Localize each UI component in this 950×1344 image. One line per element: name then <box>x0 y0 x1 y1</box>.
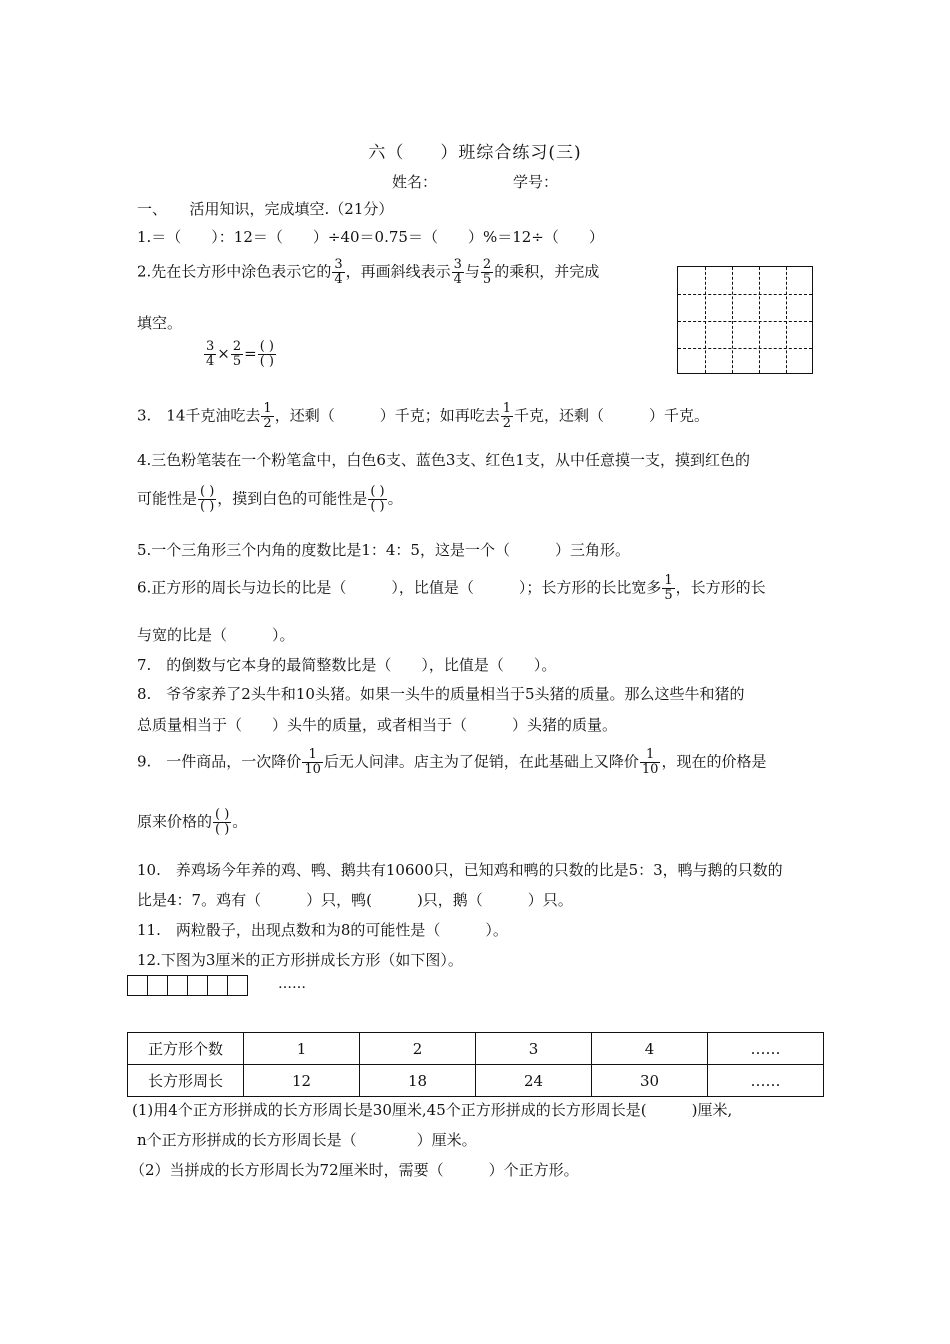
question-11: 11. 两粒骰子，出现点数和为8的可能性是（ ）。 <box>137 921 508 939</box>
name-id-row <box>392 171 558 192</box>
fraction: $\frac{1}{2}$ <box>502 401 511 431</box>
table-row: 正方形个数 1 2 3 4 …… <box>128 1033 824 1065</box>
blank-fraction: $\frac{( )}{( )}$ <box>200 484 215 514</box>
blank-fraction: $\frac{( )}{( )}$ <box>215 807 230 837</box>
id-label: 学号： <box>513 173 559 191</box>
rectangle-grid <box>677 266 813 374</box>
question-12-part1: (1)用4个正方形拼成的长方形周长是30厘米,45个正方形拼成的长方形周长是( )厘米, <box>132 1101 733 1119</box>
fraction: $\frac{2}{5}$ <box>482 257 492 287</box>
question-8-cont: 总质量相当于（ ）头牛的质量，或者相当于（ ）头猪的质量。 <box>137 716 618 734</box>
question-10-cont: 比是4：7。鸡有（ ）只，鸭( )只，鹅（ ）只。 <box>137 891 573 909</box>
question-10: 10. 养鸡场今年养的鸡、鸭、鹅共有10600只，已知鸡和鸭的只数的比是5：3，鸭与鹅的只数的 <box>137 861 783 879</box>
question-9-cont: 原来价格的 $\frac{( )}{( )}$ 。 <box>137 807 248 837</box>
fraction: $\frac{2}{5}$ <box>232 339 242 369</box>
section-heading: 一、 活用知识，完成填空.（21分） <box>137 200 394 218</box>
fraction: $\frac{3}{4}$ <box>206 339 215 369</box>
question-6-cont: 与宽的比是（ ）。 <box>137 626 295 644</box>
question-4: 4.三色粉笔装在一个粉笔盒中，白色6支、蓝色3支、红色1支，从中任意摸一支，摸到红色的 <box>137 451 750 469</box>
question-12: 12.下图为3厘米的正方形拼成长方形（如下图）。 <box>137 951 463 969</box>
question-8: 8. 爷爷家养了2头牛和10头猪。如果一头牛的质量相当于5头猪的质量。那么这些牛和猪的 <box>137 685 745 703</box>
question-5: 5.一个三角形三个内角的度数比是1：4：5，这是一个（ ）三角形。 <box>137 541 630 559</box>
blank-fraction: $\frac{( )}{( )}$ <box>370 484 385 514</box>
question-7: 7. 的倒数与它本身的最简整数比是（ ），比值是（ ）。 <box>137 656 557 674</box>
question-2-equation: $\frac{3}{4}$ × $\frac{2}{5}$ = $\frac{( )}{( )}$ <box>206 339 274 369</box>
page-title: 六（ ）班综合练习(三) <box>368 143 582 163</box>
question-4-cont: 可能性是 $\frac{( )}{( )}$ ，摸到白色的可能性是 $\frac{( )}{( )}$ 。 <box>137 484 403 514</box>
blank-fraction: $\frac{( )}{( )}$ <box>259 339 274 369</box>
fraction: $\frac{1}{10}$ <box>304 747 321 777</box>
fraction: $\frac{1}{2}$ <box>263 401 272 431</box>
question-12-part2: （2）当拼成的长方形周长为72厘米时，需要（ ）个正方形。 <box>130 1161 579 1179</box>
perimeter-table <box>127 1032 824 1097</box>
square-strip <box>127 975 247 997</box>
fraction: $\frac{3}{4}$ <box>334 257 343 287</box>
question-9: 9. 一件商品，一次降价 $\frac{1}{10}$ 后无人问津。店主为了促销，在此基础上又降价 $\frac{1}{10}$ ，现在的价格是 <box>137 747 767 777</box>
question-2-cont: 填空。 <box>137 314 183 332</box>
question-3: 3. 14千克油吃去 $\frac{1}{2}$ ，还剩（ ）千克；如再吃去 $\frac{1}{2}$ 千克，还剩（ ）千克。 <box>137 401 709 431</box>
fraction: $\frac{1}{10}$ <box>641 747 659 777</box>
question-6: 6.正方形的周长与边长的比是（ ），比值是（ ）；长方形的长比宽多 $\frac{1}{5}$ ，长方形的长 <box>137 573 766 603</box>
question-12-part1-cont: n个正方形拼成的长方形周长是（ ）厘米。 <box>137 1131 477 1149</box>
fraction: $\frac{1}{5}$ <box>664 573 673 603</box>
table-row: 长方形周长 12 18 24 30 …… <box>128 1065 824 1097</box>
ellipsis: …… <box>278 976 306 992</box>
question-1: 1.＝（ ）：12＝（ ）÷40＝0.75＝（ ）%＝12÷（ ） <box>137 228 604 246</box>
fraction: $\frac{3}{4}$ <box>453 257 462 287</box>
name-label: 姓名： <box>392 173 438 191</box>
question-2: 2.先在长方形中涂色表示它的 $\frac{3}{4}$ ，再画斜线表示 $\frac{3}{4}$ 与 $\frac{2}{5}$ 的乘积，并完成 <box>137 257 600 287</box>
